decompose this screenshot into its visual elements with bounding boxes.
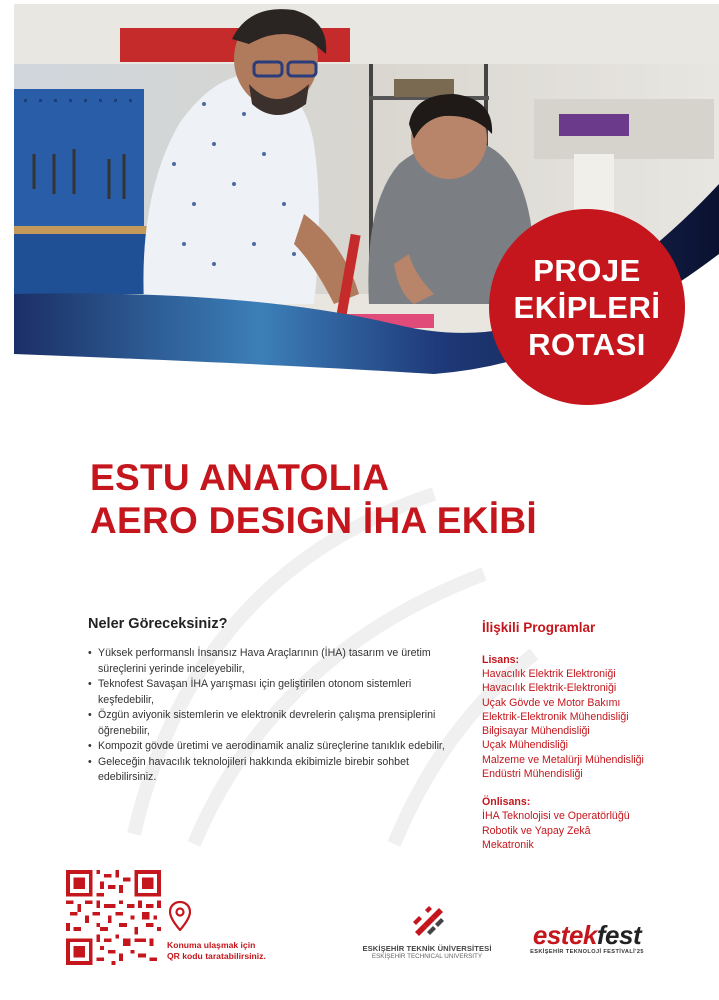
badge-line-1: PROJE (533, 252, 641, 288)
university-logo (362, 906, 492, 960)
list-item: • Teknofest Savaşan İHA yarışması için geliştirilen otonom sistemleri keşfedebilir, (88, 677, 448, 708)
badge-line-2: EKİPLERİ (513, 289, 661, 325)
program-item: Uçak Mühendisliği (482, 739, 568, 752)
location-qr-code[interactable] (66, 870, 161, 965)
program-item: Havacılık Elektrik-Elektroniği (482, 682, 617, 695)
programs-section (482, 620, 712, 852)
list-item: • Yüksek performanslı İnsansız Hava Araçlarının (İHA) tasarım ve üretim süreçlerini yerinde inceleyebilir, (88, 646, 448, 677)
title-line-2: AERO DESIGN İHA EKİBİ (90, 500, 537, 541)
list-item: • Özgün aviyonik sistemlerin ve elektronik devrelerin çalışma prensiplerini öğrenebilir, (88, 708, 448, 739)
location-text-line-1: Konuma ulaşmak için (167, 940, 256, 950)
title-line-1: ESTU ANATOLIA (90, 457, 390, 498)
location-instruction (167, 940, 297, 962)
program-item: Robotik ve Yapay Zekâ (482, 824, 591, 837)
program-item: İHA Teknolojisi ve Operatörlüğü (482, 810, 630, 823)
program-item: Malzeme ve Metalürji Mühendisliği (482, 753, 644, 766)
festival-name-suffix: fest (596, 920, 642, 950)
programs-heading: İlişkili Programlar (482, 620, 596, 635)
university-emblem-icon (409, 906, 445, 936)
location-pin-icon (169, 901, 191, 931)
program-item: Elektrik-Elektronik Mühendisliği (482, 710, 629, 723)
festival-logo (502, 920, 672, 955)
what-you-see-section (88, 616, 448, 786)
lisans-label: Lisans: (482, 654, 520, 666)
university-name-tr: ESKİŞEHİR TEKNİK ÜNİVERSİTESİ (362, 944, 492, 953)
onlisans-label: Önlisans: (482, 796, 531, 809)
location-text-line-2: QR kodu taratabilirsiniz. (167, 951, 266, 961)
route-badge (489, 209, 685, 405)
program-item: Bilgisayar Mühendisliği (482, 725, 590, 738)
what-you-see-heading: Neler Göreceksiniz? (88, 616, 228, 632)
badge-line-3: ROTASI (528, 326, 646, 362)
program-item: Havacılık Elektrik Elektroniği (482, 668, 616, 680)
poster (14, 4, 719, 1000)
list-item: • Kompozit gövde üretimi ve aerodinamik analiz süreçlerine tanıklık edebilir, (88, 739, 448, 755)
university-name-en: ESKİŞEHİR TECHNICAL UNIVERSITY (371, 953, 483, 960)
program-item: Mekatronik (482, 838, 534, 851)
list-item: • Geleceğin havacılık teknolojileri hakkında ekibimizle birebir sohbet edebilirsiniz. (88, 755, 448, 786)
festival-tagline: ESKİŞEHİR TEKNOLOJİ FESTİVALİ'25 (530, 949, 644, 955)
program-item: Endüstri Mühendisliği (482, 768, 583, 781)
what-you-see-list (88, 646, 448, 786)
page-title (90, 456, 537, 542)
festival-name-prefix: estek (532, 920, 597, 950)
festival-name (502, 920, 672, 951)
program-item: Uçak Gövde ve Motor Bakımı (482, 696, 621, 709)
